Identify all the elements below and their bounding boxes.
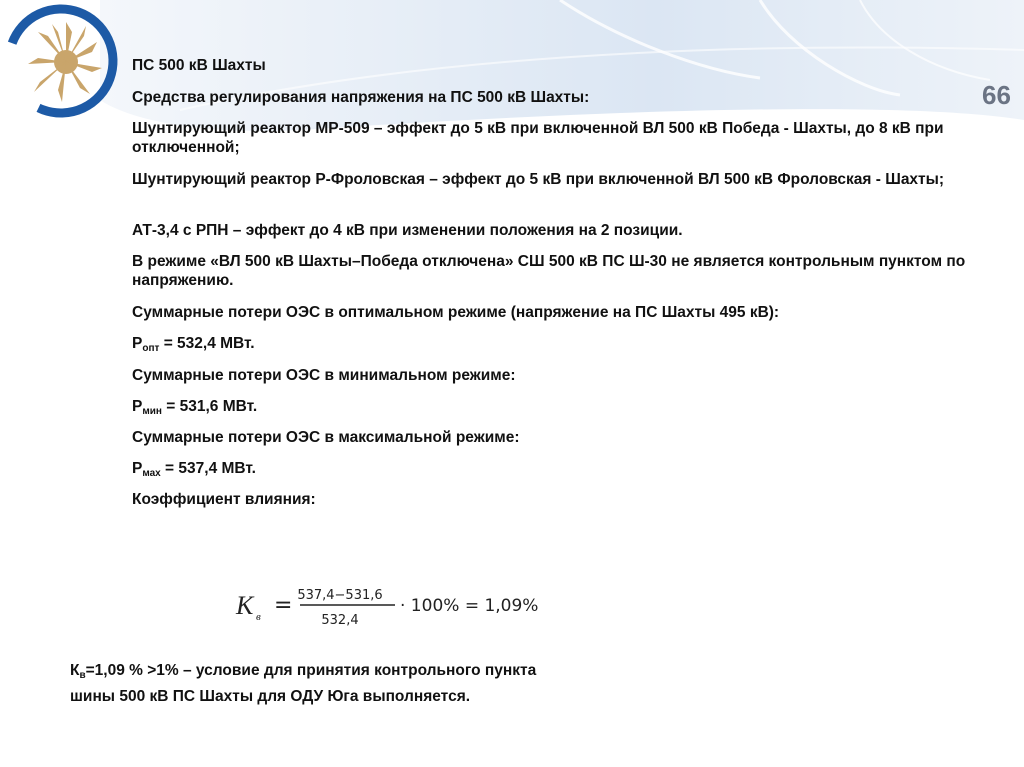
influence-coefficient-formula [230, 582, 570, 632]
coefficient-label: Коэффициент влияния: [132, 491, 316, 508]
formula-symbol: K [236, 591, 254, 620]
list-item: Шунтирующий реактор МР-509 – эффект до 5 кВ при включенной ВЛ 500 кВ Победа - Шахты, до 8 кВ при отключенной; [132, 120, 944, 156]
formula-subscript: в [256, 611, 261, 623]
regulation-heading: Средства регулирования напряжения на ПС 500 кВ Шахты: [132, 89, 590, 106]
p-optimal-value: $P_{опт} = 532,4$ МВт. [132, 335, 255, 354]
formula-equals: = [274, 593, 293, 618]
list-item: АТ-3,4 с РПН – эффект до 4 кВ при изменении положения на 2 позиции. [132, 222, 683, 239]
conclusion-text: $К_в=1,09$ % >1% – условие для принятия контрольного пункта шины 500 кВ ПС Шахты для ОДУ Юга выполняется. [70, 662, 537, 705]
loss-minimal-label: Суммарные потери ОЭС в минимальном режиме: [132, 367, 516, 384]
list-item: В режиме «ВЛ 500 кВ Шахты–Победа отключена» СШ 500 кВ ПС Ш-30 не является контрольным пунктом по напряжению. [132, 253, 966, 289]
loss-optimal-label: Суммарные потери ОЭС в оптимальном режиме (напряжение на ПС Шахты 495 кВ): [132, 304, 780, 321]
p-maximal-value: $P_{мах} = 537,4$ МВт. [132, 460, 256, 479]
list-item: Шунтирующий реактор Р-Фроловская – эффект до 5 кВ при включенной ВЛ 500 кВ Фроловская - Шахты; [132, 171, 945, 188]
slide-number: 66 [982, 80, 1011, 110]
formula-denominator: 532,4 [321, 613, 359, 628]
formula-result: · 100% = 1,09% [400, 596, 539, 616]
p-minimal-value: $P_{мин} = 531,6$ МВт. [132, 398, 258, 417]
formula-numerator: 537,4−531,6 [297, 588, 383, 603]
company-logo-icon [2, 2, 120, 120]
loss-maximal-label: Суммарные потери ОЭС в максимальной режиме: [132, 429, 520, 446]
slide-title: ПС 500 кВ Шахты [132, 57, 266, 74]
